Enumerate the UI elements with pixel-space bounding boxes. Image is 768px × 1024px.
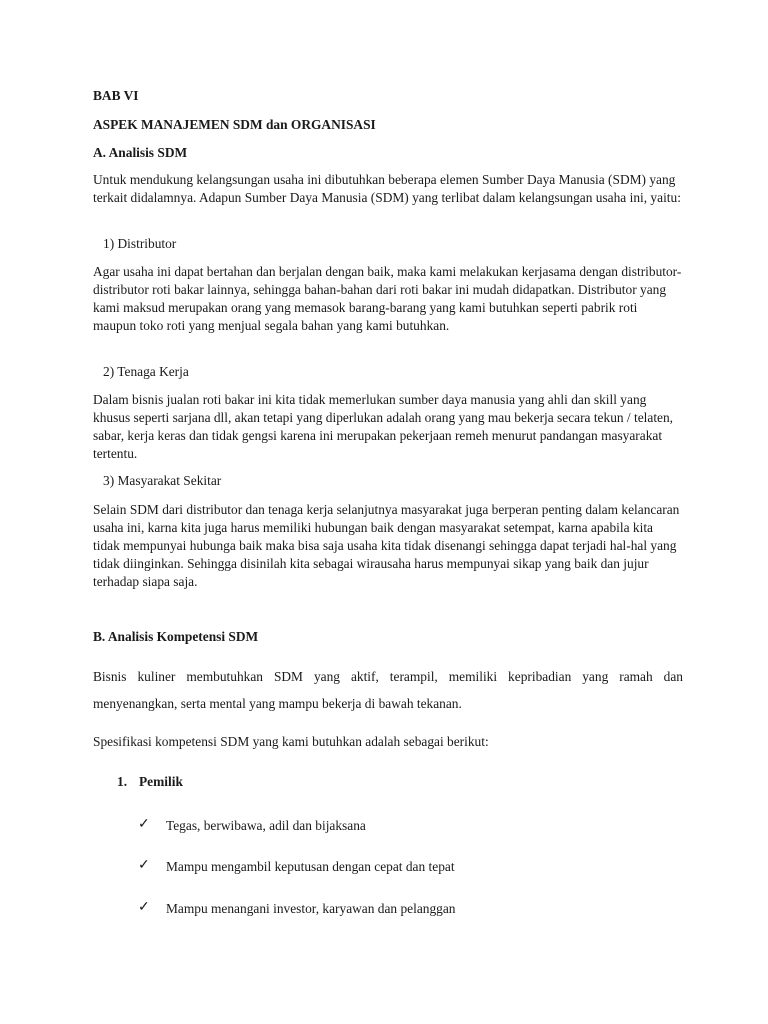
section-a-intro: Untuk mendukung kelangsungan usaha ini dibutuhkan beberapa elemen Sumber Daya Manusia (SDM) yang terkait didalamnya. Adapun Sumber Daya Manusia (SDM) yang terlibat dalam kelangsungan usaha ini, yaitu: xyxy=(93,172,681,205)
check-icon: ✓ xyxy=(138,858,150,873)
item-3-label: 3) Masyarakat Sekitar xyxy=(103,473,222,488)
section-b-spec: Spesifikasi kompetensi SDM yang kami butuhkan adalah sebagai berikut: xyxy=(93,734,489,749)
check-icon: ✓ xyxy=(138,900,150,915)
check-item-2: Mampu mengambil keputusan dengan cepat dan tepat xyxy=(166,859,455,874)
section-a-heading: A. Analisis SDM xyxy=(93,145,188,160)
item-2-text: Dalam bisnis jualan roti bakar ini kita tidak memerlukan sumber daya manusia yang ahli dan skill yang khusus seperti sarjana dll, akan tetapi yang diperlukan adalah orang yang mau bekerja secara tekun / telaten, sabar, kerja keras dan tidak gengsi karena ini merupakan pekerjaan remeh menurut pandangan masyarakat tertentu. xyxy=(93,392,674,461)
check-item-1: Tegas, berwibawa, adil dan bijaksana xyxy=(166,818,366,833)
chapter-number: BAB VI xyxy=(93,88,139,103)
section-b-heading: B. Analisis Kompetensi SDM xyxy=(93,629,259,644)
list-title: Pemilik xyxy=(139,774,183,789)
chapter-title: ASPEK MANAJEMEN SDM dan ORGANISASI xyxy=(93,117,376,132)
item-1-text: Agar usaha ini dapat bertahan dan berjalan dengan baik, maka kami melakukan kerjasama dengan distributor-distributor roti bakar lainnya, sehingga bahan-bahan dari roti bakar ini mudah didapatkan. Distributor yang kami maksud merupakan orang yang memasok barang-barang yang kami butuhkan seperti pabrik roti maupun toko roti yang menjual segala bahan yang kami butuhkan. xyxy=(93,264,682,333)
check-icon: ✓ xyxy=(138,817,150,832)
check-item-3: Mampu menangani investor, karyawan dan pelanggan xyxy=(166,901,456,916)
item-1-label: 1) Distributor xyxy=(103,236,177,251)
item-2-label: 2) Tenaga Kerja xyxy=(103,364,189,379)
section-b-intro: Bisnis kuliner membutuhkan SDM yang aktif, terampil, memiliki kepribadian yang ramah dan menyenangkan, serta mental yang mampu bekerja di bawah tekanan. xyxy=(93,669,683,711)
list-number: 1. xyxy=(117,774,128,789)
item-3-text: Selain SDM dari distributor dan tenaga kerja selanjutnya masyarakat juga berperan penting dalam kelancaran usaha ini, karna kita juga harus memiliki hubungan baik dengan masyarakat setempat, karna apabila kita tidak mempunyai hubunga baik maka bisa saja usaha kita tidak disenangi sehingga dapat terjadi hal-hal yang tidak diinginkan. Sehingga disinilah kita sebagai wirausaha harus mempunyai sikap yang baik dan jujur terhadap siapa saja. xyxy=(93,502,680,589)
